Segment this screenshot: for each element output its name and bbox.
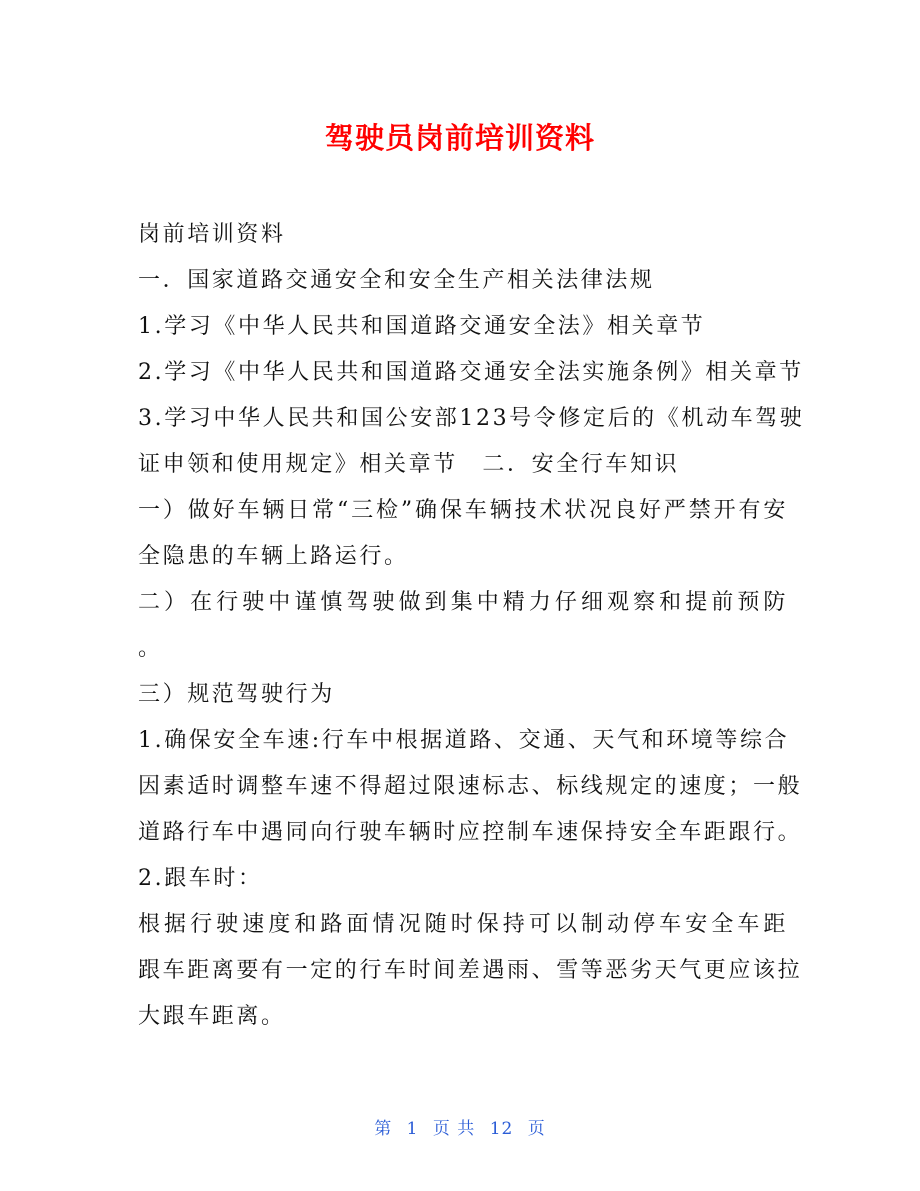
document-title: 驾驶员岗前培训资料 <box>324 121 595 155</box>
text-line: 全隐患的车辆上路运行。 <box>138 544 409 569</box>
text-line: 跟车距离要有一定的行车时间差遇雨、雪等恶劣天气更应该拉 <box>138 958 803 983</box>
text-line: 证申领和使用规定》相关章节 二．安全行车知识 <box>138 452 680 477</box>
footer-total-pages: 12 <box>489 1119 514 1139</box>
text-line: 根据行驶速度和路面情况随时保持可以制动停车安全车距 <box>138 912 788 937</box>
text-line: 大跟车距离。 <box>138 1004 286 1029</box>
text-line: 2.跟车时： <box>138 866 263 891</box>
footer-middle: 页 共 <box>432 1119 476 1139</box>
footer-prefix: 第 <box>374 1119 393 1139</box>
text-line: 。 <box>138 636 163 661</box>
text-line: 一．国家道路交通安全和安全生产相关法律法规 <box>138 268 655 293</box>
footer-current-page: 1 <box>406 1119 419 1139</box>
text-line: 一）做好车辆日常“三检”确保车辆技术状况良好严禁开有安 <box>138 498 788 523</box>
text-line: 三）规范驾驶行为 <box>138 682 335 707</box>
page-footer <box>0 1114 920 1139</box>
text-line: 二）在行驶中谨慎驾驶做到集中精力仔细观察和提前预防 <box>138 590 788 615</box>
text-line: 因素适时调整车速不得超过限速标志、标线规定的速度；一般 <box>138 774 803 799</box>
text-line: 3.学习中华人民共和国公安部123号令修定后的《机动车驾驶 <box>138 406 805 431</box>
footer-suffix: 页 <box>527 1119 546 1139</box>
text-line: 1.确保安全车速:行车中根据道路、交通、天气和环境等综合 <box>138 728 790 753</box>
document-body <box>138 212 805 1040</box>
text-line: 岗前培训资料 <box>138 222 286 247</box>
text-line: 1.学习《中华人民共和国道路交通安全法》相关章节 <box>138 314 706 339</box>
text-line: 2.学习《中华人民共和国道路交通安全法实施条例》相关章节 <box>138 360 804 385</box>
text-line: 道路行车中遇同向行驶车辆时应控制车速保持安全车距跟行。 <box>138 820 803 845</box>
